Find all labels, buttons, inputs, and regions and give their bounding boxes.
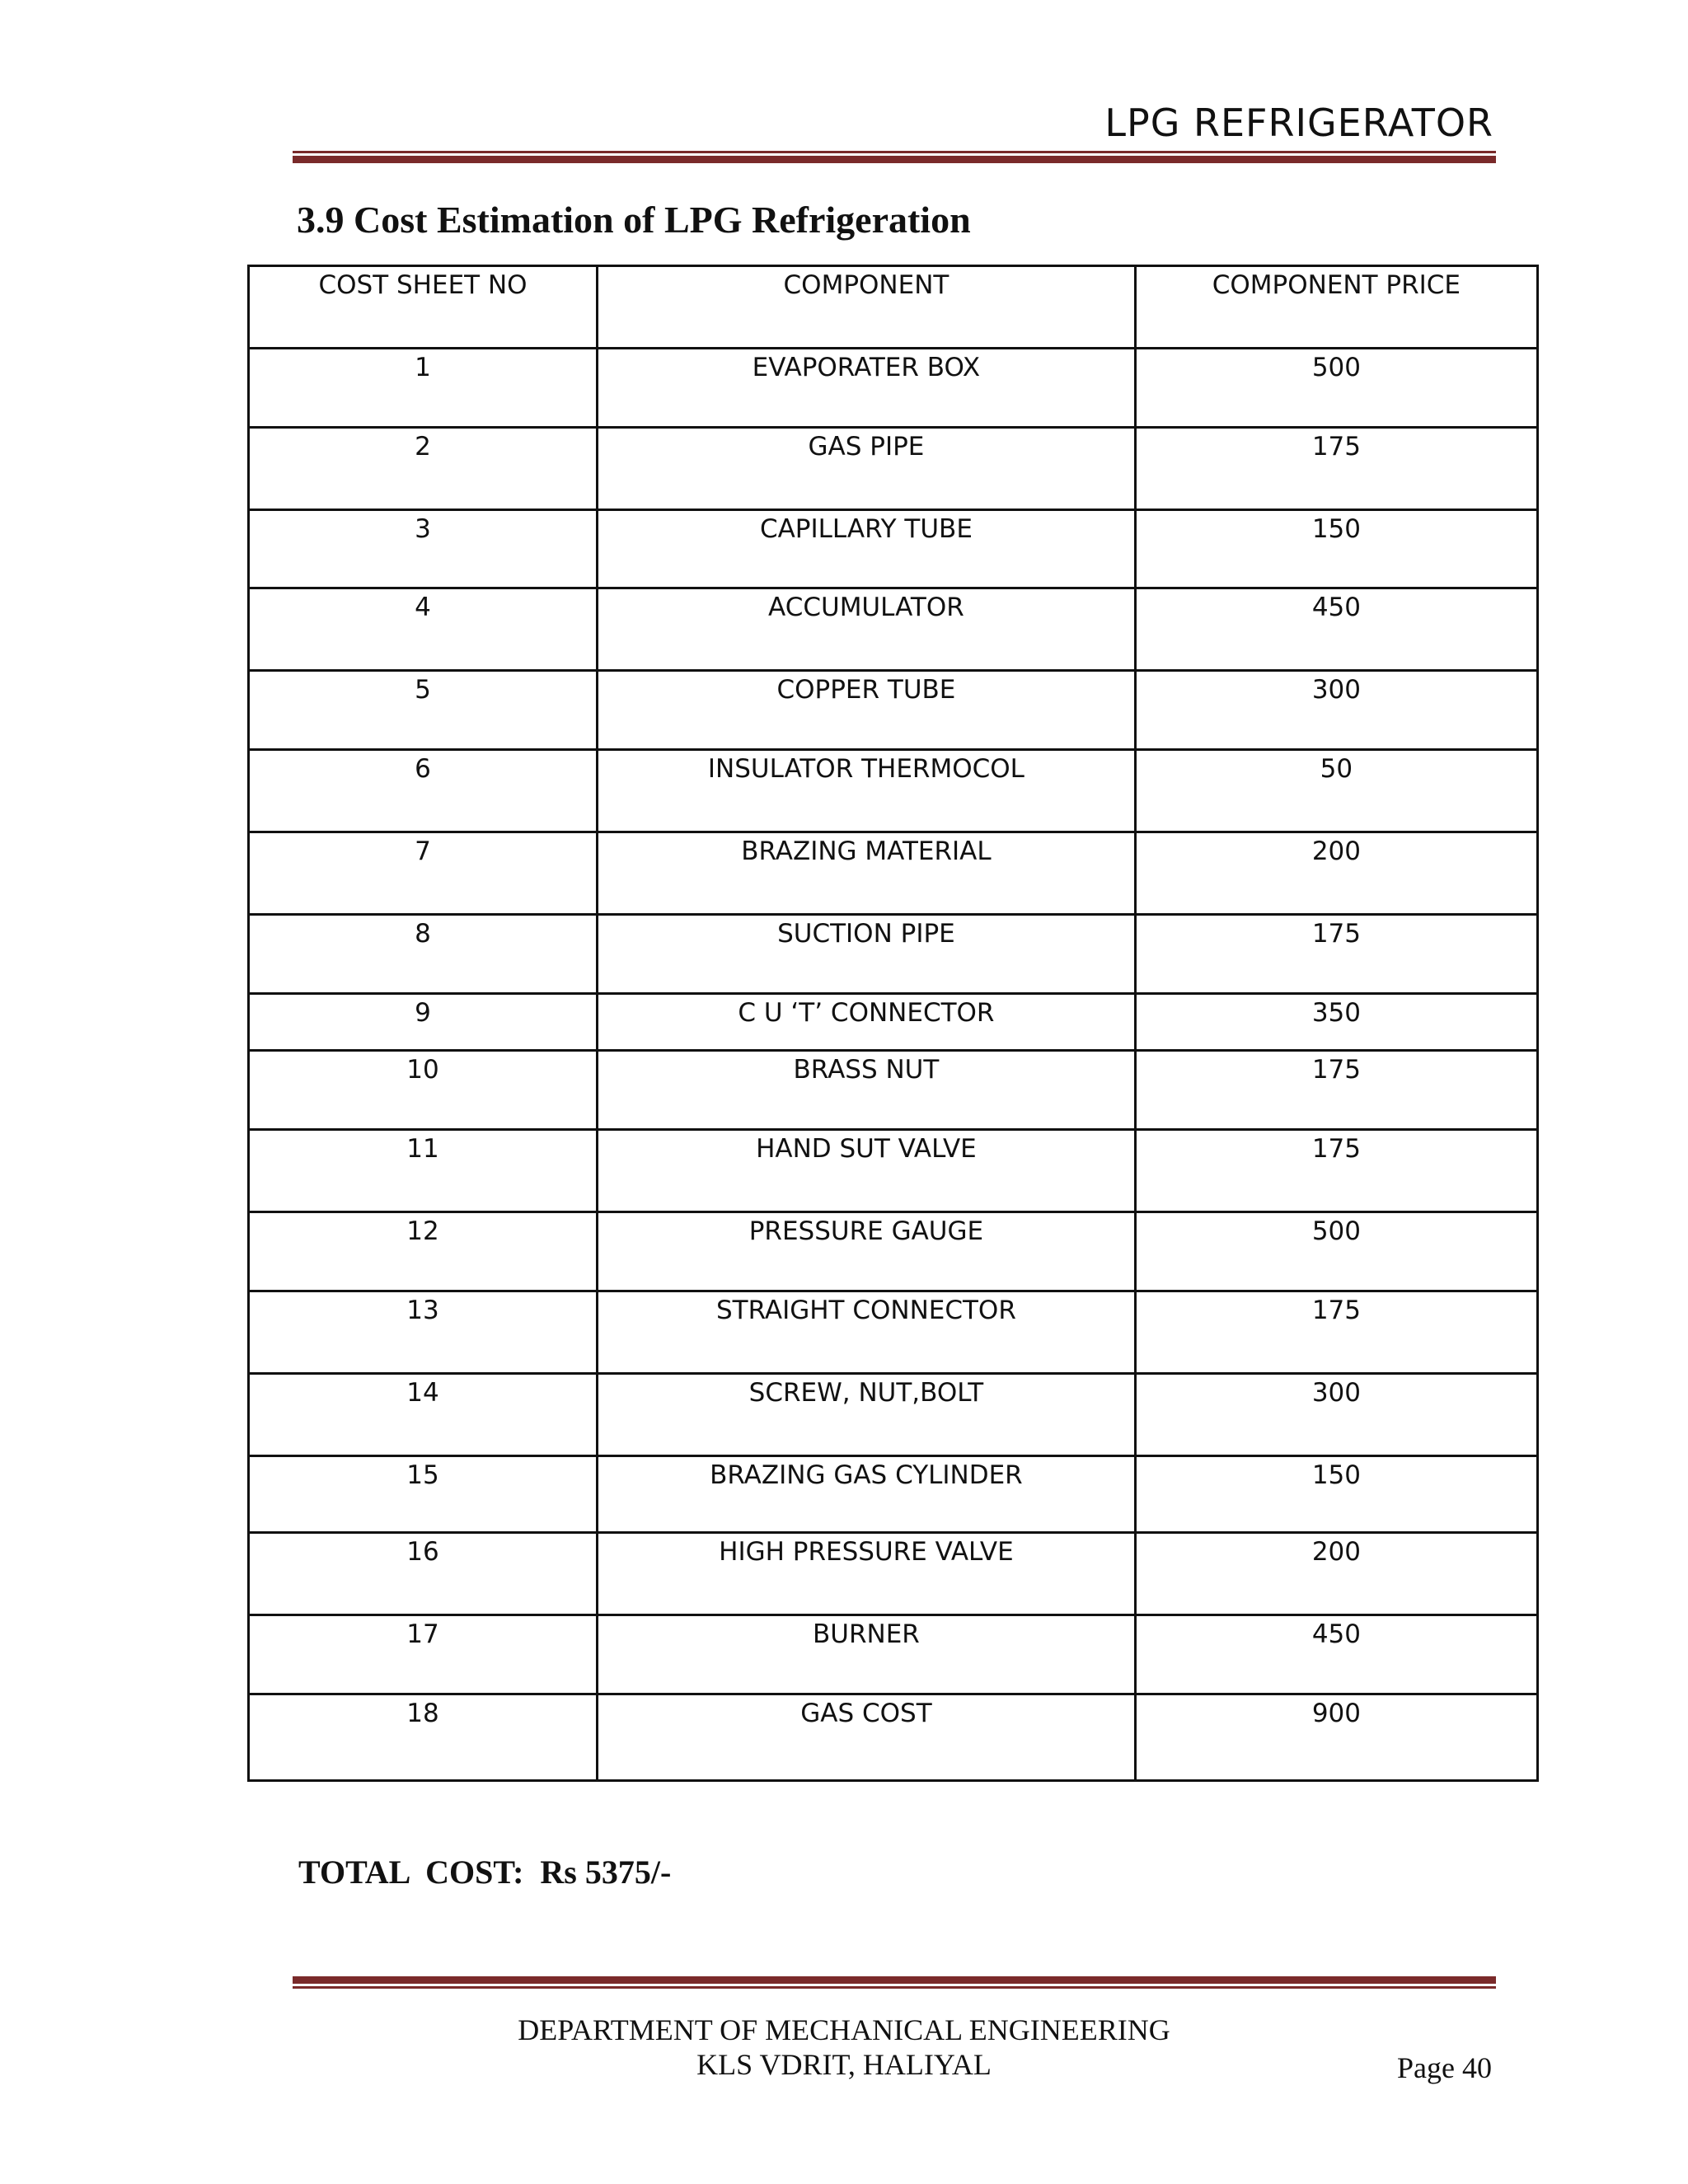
cell-component: CAPILLARY TUBE bbox=[598, 510, 1136, 588]
cell-component: INSULATOR THERMOCOL bbox=[598, 750, 1136, 832]
cell-component: BRASS NUT bbox=[598, 1051, 1136, 1130]
cell-component-price: 175 bbox=[1135, 428, 1537, 510]
table-row bbox=[249, 750, 1538, 832]
footer-college: KLS VDRIT, HALIYAL bbox=[696, 2048, 992, 2081]
cell-component-price: 175 bbox=[1135, 915, 1537, 994]
section-title: 3.9 Cost Estimation of LPG Refrigeration bbox=[297, 199, 971, 241]
cell-component-price: 300 bbox=[1135, 1374, 1537, 1456]
cell-component-price: 500 bbox=[1135, 1212, 1537, 1291]
total-cost: TOTAL COST: Rs 5375/- bbox=[298, 1854, 672, 1891]
table-row bbox=[249, 1374, 1538, 1456]
cell-component: GAS COST bbox=[598, 1694, 1136, 1781]
table-row bbox=[249, 1130, 1538, 1212]
cell-component: HAND SUT VALVE bbox=[598, 1130, 1136, 1212]
cell-component-price: 50 bbox=[1135, 750, 1537, 832]
cell-cost-sheet-no: 18 bbox=[249, 1694, 598, 1781]
cell-cost-sheet-no: 17 bbox=[249, 1615, 598, 1694]
column-header-component: COMPONENT bbox=[598, 266, 1136, 349]
header-rule bbox=[293, 151, 1496, 163]
table-row bbox=[249, 428, 1538, 510]
table-row bbox=[249, 994, 1538, 1051]
cell-component-price: 350 bbox=[1135, 994, 1537, 1051]
cell-cost-sheet-no: 4 bbox=[249, 588, 598, 671]
table-row bbox=[249, 510, 1538, 588]
cell-component-price: 175 bbox=[1135, 1130, 1537, 1212]
cell-cost-sheet-no: 16 bbox=[249, 1533, 598, 1615]
cell-component-price: 200 bbox=[1135, 832, 1537, 915]
cell-cost-sheet-no: 7 bbox=[249, 832, 598, 915]
cell-component: BURNER bbox=[598, 1615, 1136, 1694]
cell-component: EVAPORATER BOX bbox=[598, 349, 1136, 428]
table-row bbox=[249, 1615, 1538, 1694]
page-number: Page 40 bbox=[1397, 2051, 1492, 2084]
cell-component-price: 300 bbox=[1135, 671, 1537, 750]
cell-component: BRAZING MATERIAL bbox=[598, 832, 1136, 915]
running-header-title: LPG REFRIGERATOR bbox=[1104, 101, 1493, 145]
cell-cost-sheet-no: 13 bbox=[249, 1291, 598, 1374]
cell-cost-sheet-no: 6 bbox=[249, 750, 598, 832]
table-row bbox=[249, 1694, 1538, 1781]
table-body bbox=[249, 349, 1538, 1781]
cell-cost-sheet-no: 10 bbox=[249, 1051, 598, 1130]
cell-cost-sheet-no: 2 bbox=[249, 428, 598, 510]
cell-component: PRESSURE GAUGE bbox=[598, 1212, 1136, 1291]
table-header-row bbox=[249, 266, 1538, 349]
cell-component: COPPER TUBE bbox=[598, 671, 1136, 750]
cell-component: SUCTION PIPE bbox=[598, 915, 1136, 994]
table-row bbox=[249, 349, 1538, 428]
column-header-cost-sheet-no: COST SHEET NO bbox=[249, 266, 598, 349]
cell-cost-sheet-no: 8 bbox=[249, 915, 598, 994]
cell-component-price: 200 bbox=[1135, 1533, 1537, 1615]
column-header-component-price: COMPONENT PRICE bbox=[1135, 266, 1537, 349]
cell-component: HIGH PRESSURE VALVE bbox=[598, 1533, 1136, 1615]
table-row bbox=[249, 588, 1538, 671]
footer-rule bbox=[293, 1976, 1496, 1989]
cell-component: STRAIGHT CONNECTOR bbox=[598, 1291, 1136, 1374]
cell-cost-sheet-no: 15 bbox=[249, 1456, 598, 1533]
cell-component-price: 175 bbox=[1135, 1291, 1537, 1374]
table-row bbox=[249, 671, 1538, 750]
cell-cost-sheet-no: 3 bbox=[249, 510, 598, 588]
cell-component-price: 900 bbox=[1135, 1694, 1537, 1781]
cell-cost-sheet-no: 11 bbox=[249, 1130, 598, 1212]
cell-component-price: 450 bbox=[1135, 1615, 1537, 1694]
table-row bbox=[249, 1456, 1538, 1533]
table-row bbox=[249, 1051, 1538, 1130]
cell-component: SCREW, NUT,BOLT bbox=[598, 1374, 1136, 1456]
cell-cost-sheet-no: 9 bbox=[249, 994, 598, 1051]
cell-component: BRAZING GAS CYLINDER bbox=[598, 1456, 1136, 1533]
cell-component-price: 500 bbox=[1135, 349, 1537, 428]
table-row bbox=[249, 1212, 1538, 1291]
cell-cost-sheet-no: 1 bbox=[249, 349, 598, 428]
cell-component-price: 150 bbox=[1135, 510, 1537, 588]
cost-table bbox=[247, 265, 1539, 1782]
cell-component: C U ‘T’ CONNECTOR bbox=[598, 994, 1136, 1051]
table-row bbox=[249, 1291, 1538, 1374]
cell-cost-sheet-no: 12 bbox=[249, 1212, 598, 1291]
cell-component-price: 175 bbox=[1135, 1051, 1537, 1130]
cell-component-price: 150 bbox=[1135, 1456, 1537, 1533]
cell-component-price: 450 bbox=[1135, 588, 1537, 671]
table-row bbox=[249, 915, 1538, 994]
cell-component: GAS PIPE bbox=[598, 428, 1136, 510]
cell-cost-sheet-no: 5 bbox=[249, 671, 598, 750]
table-row bbox=[249, 832, 1538, 915]
cell-component: ACCUMULATOR bbox=[598, 588, 1136, 671]
footer-department: DEPARTMENT OF MECHANICAL ENGINEERING bbox=[518, 2013, 1170, 2046]
cell-cost-sheet-no: 14 bbox=[249, 1374, 598, 1456]
table-row bbox=[249, 1533, 1538, 1615]
